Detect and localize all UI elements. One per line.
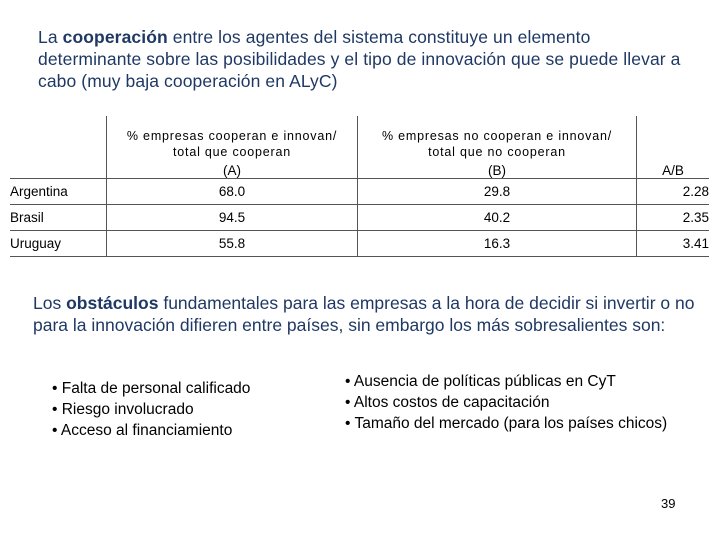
intro-pre: La: [38, 27, 63, 47]
page-number: 39: [661, 496, 676, 511]
table-row: [10, 231, 709, 257]
intro-bold: cooperación: [62, 27, 168, 47]
obstacles-pre: Los: [33, 293, 67, 313]
cell-country: Uruguay: [10, 231, 107, 257]
header-country: [10, 116, 107, 179]
list-item: • Falta de personal calificado: [52, 380, 251, 397]
list-item: • Ausencia de políticas públicas en CyT: [345, 373, 616, 390]
cell-b: 29.8: [358, 179, 637, 205]
list-item: • Tamaño del mercado (para los países chicos): [345, 415, 668, 432]
header-a: [107, 116, 358, 179]
intro-post: entre los agentes del sistema constituye un elemento determinante sobre las posibilidades y el tipo de innovación que se puede llevar a cabo (muy baja cooperación en ALyC): [38, 27, 681, 91]
table-row: [10, 179, 709, 205]
list-item: • Altos costos de capacitación: [345, 394, 550, 411]
obstacles-post: fundamentales para las empresas a la hora de decidir si invertir o no para la innovación difieren entre países, sin embargo los más sobresalientes son:: [33, 293, 695, 335]
header-b-line2: total que no cooperan: [428, 145, 566, 159]
obstacles-list-right: [345, 371, 685, 434]
table-row: [10, 205, 709, 231]
intro-paragraph: [38, 26, 688, 92]
list-item: • Riesgo involucrado: [52, 401, 194, 418]
list-item: • Acceso al financiamiento: [52, 422, 233, 439]
cell-a: 94.5: [107, 205, 358, 231]
cell-ab: 2.28: [637, 179, 710, 205]
cell-b: 16.3: [358, 231, 637, 257]
header-ab: A/B: [637, 116, 710, 179]
header-a-sub: (A): [223, 163, 241, 178]
header-b-line1: % empresas no cooperan e innovan/: [381, 129, 612, 143]
cell-b: 40.2: [358, 205, 637, 231]
header-a-line2: total que cooperan: [173, 145, 291, 159]
cell-a: 55.8: [107, 231, 358, 257]
cooperation-table: [10, 116, 709, 257]
cell-ab: 3.41: [637, 231, 710, 257]
header-b: [358, 116, 637, 179]
obstacles-paragraph: [33, 292, 703, 336]
cell-country: Argentina: [10, 179, 107, 205]
header-b-text: [358, 129, 636, 178]
header-a-text: [107, 129, 357, 178]
obstacles-list-left: [52, 378, 250, 441]
cell-ab: 2.35: [637, 205, 710, 231]
cell-a: 68.0: [107, 179, 358, 205]
cell-country: Brasil: [10, 205, 107, 231]
header-a-line1: % empresas cooperan e innovan/: [126, 129, 338, 143]
header-b-sub: (B): [488, 163, 506, 178]
obstacles-bold: obstáculos: [66, 293, 159, 313]
table-header-row: [10, 116, 709, 179]
